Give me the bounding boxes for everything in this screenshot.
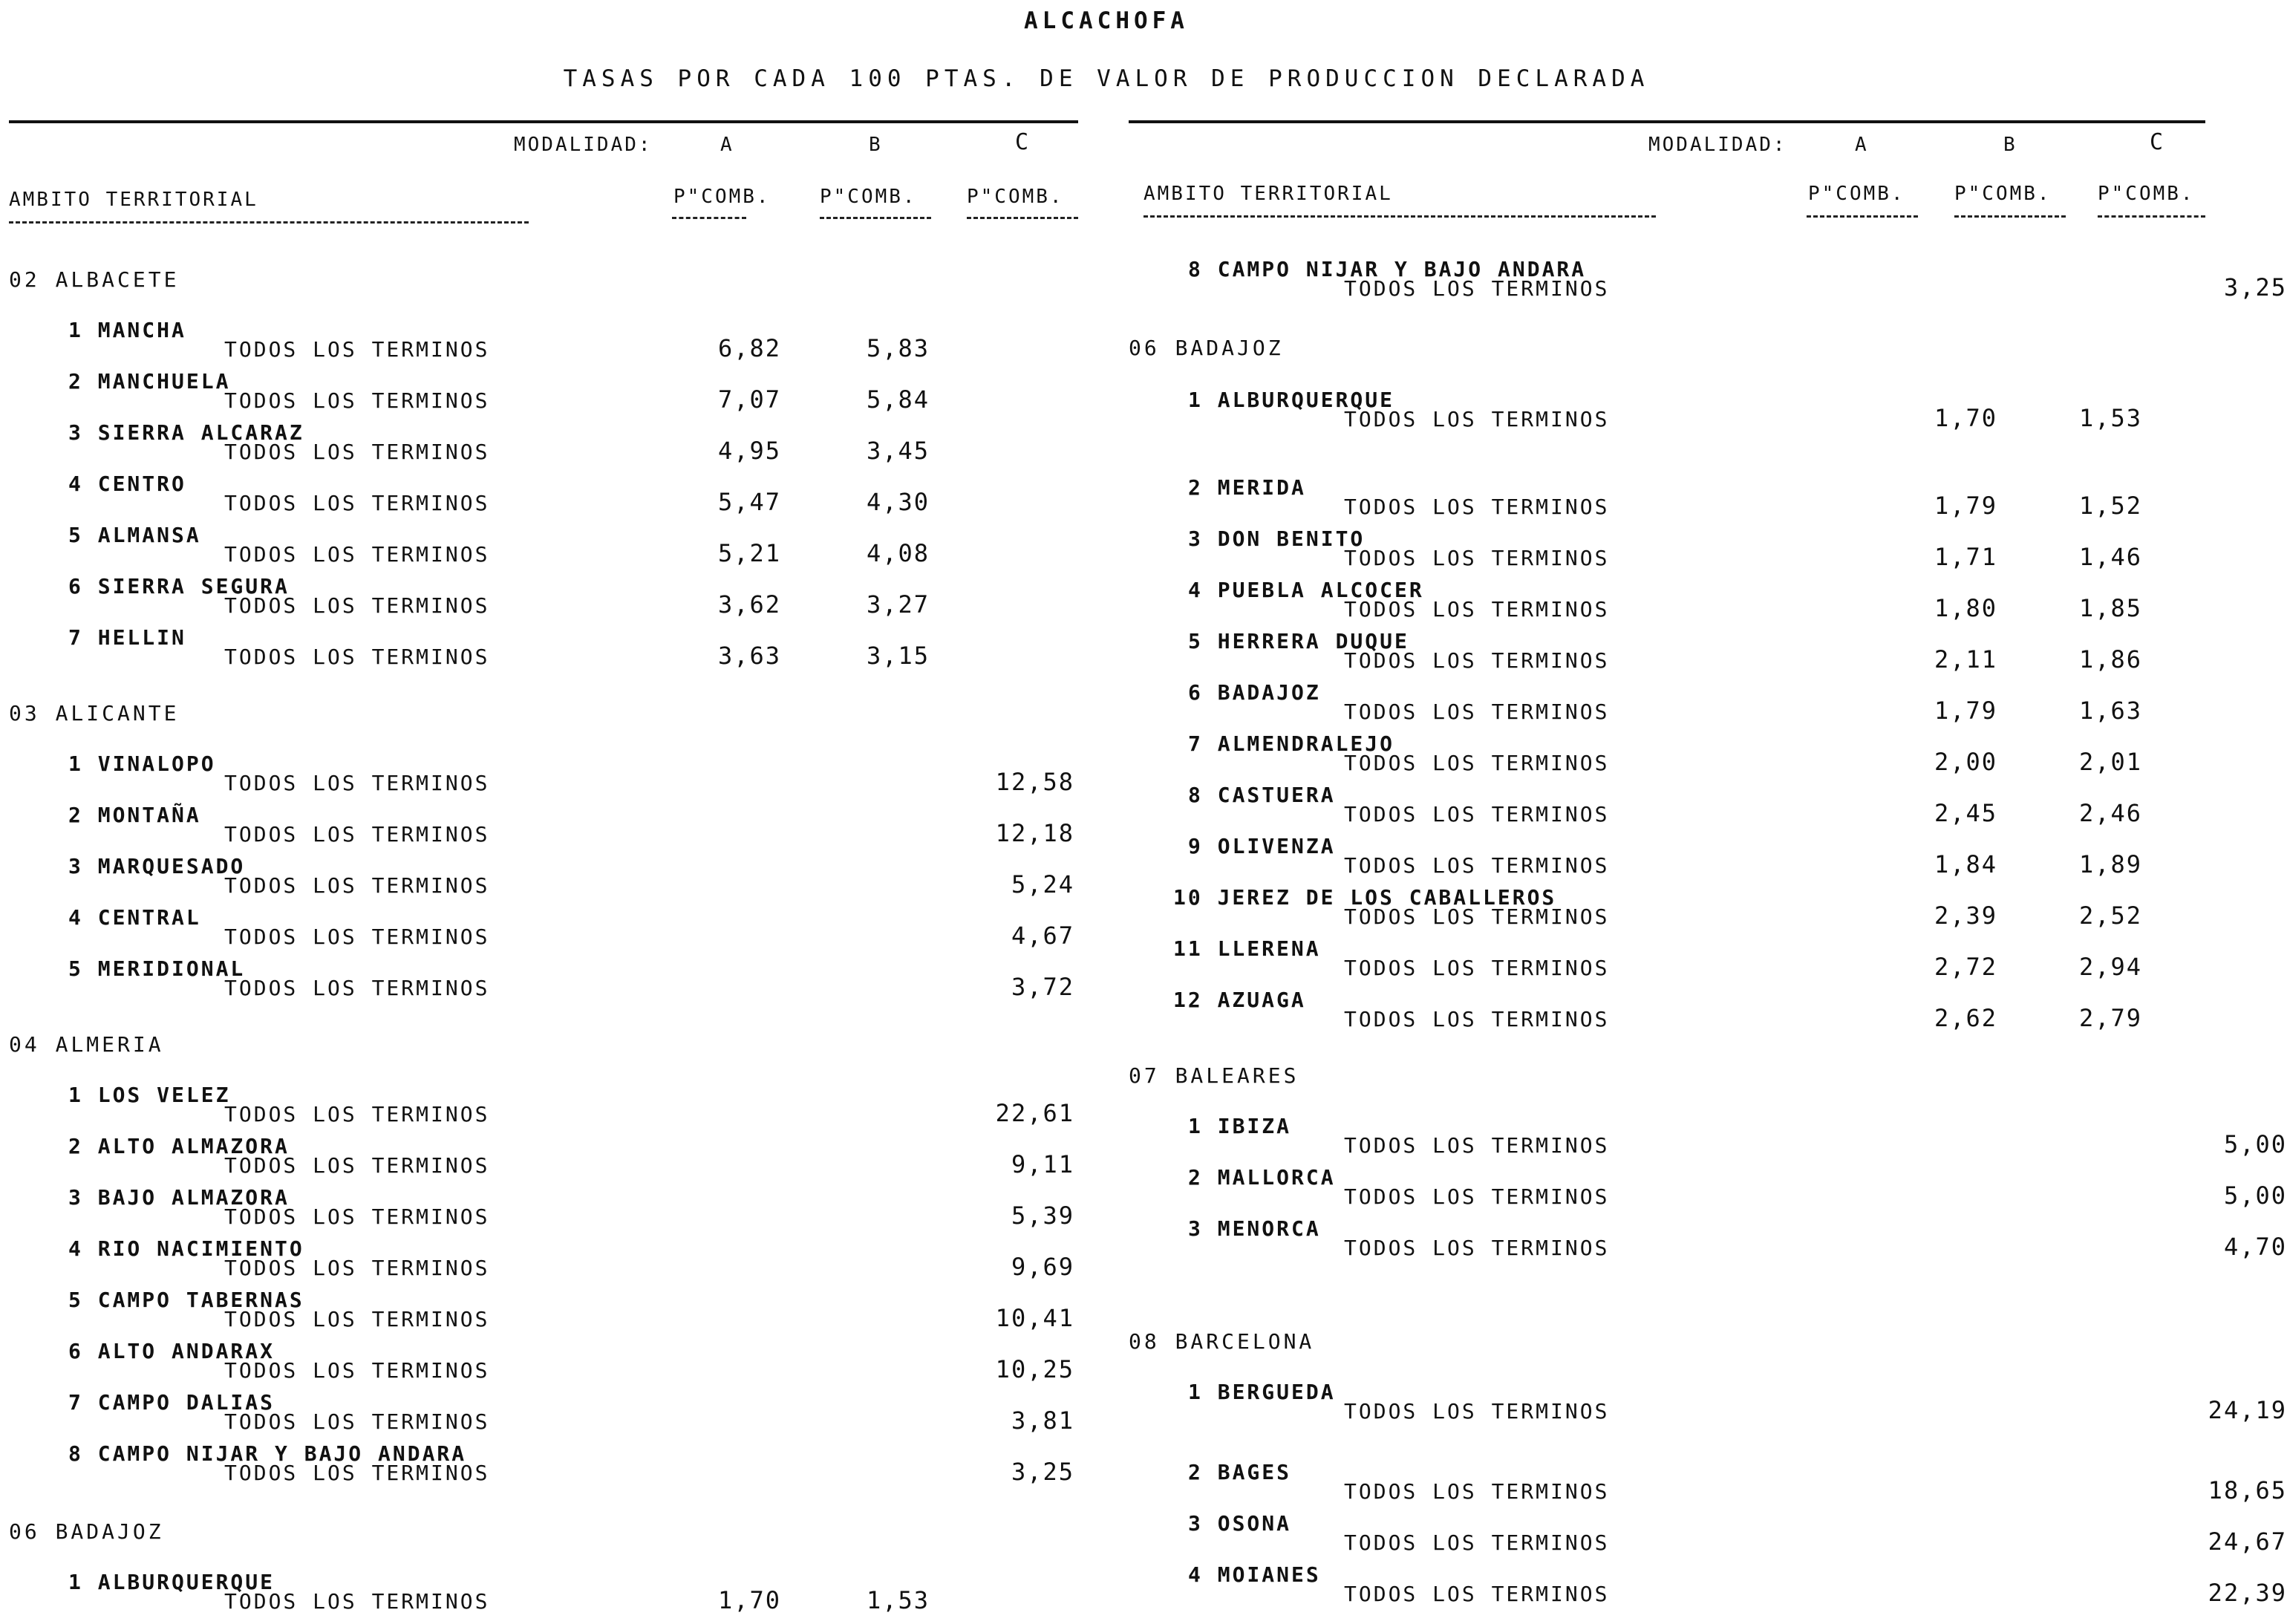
- ambito-header: AMBITO TERRITORIAL: [1144, 183, 1393, 205]
- comarca-name: 2 MALLORCA: [1188, 1165, 1336, 1190]
- table-row: [9, 956, 1078, 1001]
- province-heading: 08 BARCELONA: [1129, 1329, 1315, 1354]
- value-a: 2,62: [1934, 1004, 1997, 1032]
- value-b: 2,79: [2078, 1004, 2142, 1032]
- todos-label: TODOS LOS TERMINOS: [224, 1409, 490, 1434]
- value-a: 2,72: [1934, 953, 1997, 981]
- comarca-name: 3 BAJO ALMAZORA: [68, 1185, 290, 1210]
- table-row: [1129, 1114, 2287, 1158]
- pcomb-b-header: P"COMB.: [1954, 183, 2052, 205]
- pcomb-a-underline: [1807, 215, 1918, 218]
- top-rule: [9, 120, 1078, 123]
- left-column: [9, 111, 1078, 1619]
- comarca-name: 5 ALMANSA: [68, 523, 201, 547]
- value-b: 1,85: [2078, 594, 2142, 622]
- todos-label: TODOS LOS TERMINOS: [224, 337, 490, 362]
- comarca-name: 4 PUEBLA ALCOCER: [1188, 578, 1424, 602]
- table-row: [1129, 680, 2205, 725]
- table-row: [9, 1236, 1078, 1281]
- value-b: 4,08: [866, 539, 930, 567]
- comarca-name: 11 LLERENA: [1173, 936, 1321, 961]
- ambito-header: AMBITO TERRITORIAL: [9, 189, 258, 211]
- comarca-name: 3 MARQUESADO: [68, 854, 246, 878]
- column-a-header: A: [720, 134, 734, 156]
- comarca-name: 6 SIERRA SEGURA: [68, 574, 290, 599]
- table-row: [1129, 885, 2205, 930]
- value-c: 4,70: [2223, 1233, 2287, 1261]
- table-row: [9, 1288, 1078, 1332]
- pcomb-b-underline: [1954, 215, 2066, 218]
- comarca-name: 1 VINALOPO: [68, 751, 216, 776]
- value-b: 2,52: [2078, 901, 2142, 930]
- value-c: 4,67: [1011, 922, 1074, 950]
- value-c: 9,69: [1011, 1253, 1074, 1281]
- pcomb-a-header: P"COMB.: [1808, 183, 1905, 205]
- value-a: 2,45: [1934, 799, 1997, 827]
- comarca-name: 7 CAMPO DALIAS: [68, 1390, 275, 1415]
- todos-label: TODOS LOS TERMINOS: [224, 1461, 490, 1485]
- todos-label: TODOS LOS TERMINOS: [224, 440, 490, 464]
- value-a: 4,95: [717, 437, 781, 465]
- value-a: 6,82: [717, 334, 781, 362]
- table-row: [9, 625, 1078, 670]
- todos-label: TODOS LOS TERMINOS: [224, 1204, 490, 1229]
- todos-label: TODOS LOS TERMINOS: [224, 1358, 490, 1383]
- value-c: 18,65: [2208, 1476, 2287, 1504]
- comarca-name: 4 CENTRO: [68, 472, 186, 496]
- comarca-name: 7 ALMENDRALEJO: [1188, 731, 1395, 756]
- comarca-name: 3 MENORCA: [1188, 1216, 1321, 1241]
- table-row: [1129, 578, 2205, 622]
- todos-label: TODOS LOS TERMINOS: [224, 924, 490, 949]
- pcomb-c-header: P"COMB.: [967, 186, 1064, 208]
- value-a: 5,21: [717, 539, 781, 567]
- value-b: 2,94: [2078, 953, 2142, 981]
- comarca-name: 5 MERIDIONAL: [68, 956, 246, 981]
- document-title: ALCACHOFA: [1024, 7, 1189, 34]
- todos-label: TODOS LOS TERMINOS: [224, 388, 490, 413]
- value-a: 1,70: [1934, 404, 1997, 432]
- top-rule: [1129, 120, 2205, 123]
- table-row: [1129, 731, 2205, 776]
- table-row: [9, 1390, 1078, 1435]
- todos-label: TODOS LOS TERMINOS: [1344, 1184, 1610, 1209]
- todos-label: TODOS LOS TERMINOS: [1344, 956, 1610, 980]
- ambito-underline: [9, 221, 529, 224]
- comarca-name: 1 BERGUEDA: [1188, 1380, 1336, 1404]
- value-b: 1,89: [2078, 850, 2142, 878]
- comarca-name: 12 AZUAGA: [1173, 988, 1306, 1012]
- todos-label: TODOS LOS TERMINOS: [224, 771, 490, 795]
- todos-label: TODOS LOS TERMINOS: [1344, 1236, 1610, 1260]
- todos-label: TODOS LOS TERMINOS: [224, 1102, 490, 1126]
- table-row: [9, 523, 1078, 567]
- todos-label: TODOS LOS TERMINOS: [224, 1256, 490, 1280]
- todos-label: TODOS LOS TERMINOS: [1344, 648, 1610, 673]
- modalidad-label: MODALIDAD:: [1648, 134, 1787, 156]
- province-heading: 03 ALICANTE: [9, 701, 180, 725]
- value-c: 10,41: [995, 1304, 1074, 1332]
- table-row: [1129, 475, 2205, 520]
- value-c: 22,61: [995, 1099, 1074, 1127]
- todos-label: TODOS LOS TERMINOS: [224, 1589, 490, 1614]
- comarca-name: 3 SIERRA ALCARAZ: [68, 420, 304, 445]
- pcomb-b-underline: [820, 217, 931, 219]
- pcomb-b-header: P"COMB.: [820, 186, 917, 208]
- todos-label: TODOS LOS TERMINOS: [224, 645, 490, 669]
- province-heading: 06 BADAJOZ: [1129, 336, 1284, 360]
- todos-label: TODOS LOS TERMINOS: [224, 1153, 490, 1178]
- ambito-underline: [1144, 215, 1656, 218]
- value-c: 12,58: [995, 768, 1074, 796]
- comarca-name: 1 MANCHA: [68, 318, 186, 342]
- todos-label: TODOS LOS TERMINOS: [224, 1307, 490, 1331]
- table-row: [1129, 834, 2205, 878]
- todos-label: TODOS LOS TERMINOS: [1344, 802, 1610, 826]
- table-row: [9, 854, 1078, 899]
- value-b: 1,53: [866, 1586, 930, 1614]
- todos-label: TODOS LOS TERMINOS: [1344, 853, 1610, 878]
- column-a-header: A: [1855, 134, 1869, 156]
- column-b-header: B: [2003, 134, 2017, 156]
- value-a: 2,11: [1934, 645, 1997, 674]
- value-b: 3,27: [866, 590, 930, 619]
- value-a: 7,07: [717, 385, 781, 414]
- table-row: [1129, 1216, 2287, 1261]
- value-a: 1,79: [1934, 697, 1997, 725]
- todos-label: TODOS LOS TERMINOS: [1344, 276, 1610, 301]
- table-row: [9, 803, 1078, 847]
- pcomb-c-header: P"COMB.: [2098, 183, 2195, 205]
- todos-label: TODOS LOS TERMINOS: [1344, 407, 1610, 431]
- comarca-name: 2 MANCHUELA: [68, 369, 231, 394]
- table-row: [9, 905, 1078, 950]
- value-a: 1,79: [1934, 492, 1997, 520]
- comarca-name: 4 MOIANES: [1188, 1562, 1321, 1587]
- comarca-name: 4 CENTRAL: [68, 905, 201, 930]
- pcomb-c-underline: [967, 217, 1078, 219]
- right-column: [1129, 111, 2287, 1619]
- todos-label: TODOS LOS TERMINOS: [224, 593, 490, 618]
- pcomb-a-header: P"COMB.: [673, 186, 771, 208]
- todos-label: TODOS LOS TERMINOS: [1344, 1007, 1610, 1031]
- table-row: [9, 574, 1078, 619]
- table-row: [9, 751, 1078, 796]
- document-subtitle: TASAS POR CADA 100 PTAS. DE VALOR DE PRODUCCION DECLARADA: [563, 65, 1650, 92]
- table-row: [9, 318, 1078, 362]
- value-c: 5,00: [2223, 1181, 2287, 1210]
- pcomb-c-underline: [2098, 215, 2205, 218]
- pcomb-a-underline: [672, 217, 746, 219]
- todos-label: TODOS LOS TERMINOS: [224, 822, 490, 847]
- value-b: 1,46: [2078, 543, 2142, 571]
- comarca-name: 6 BADAJOZ: [1188, 680, 1321, 705]
- comarca-name: 10 JEREZ DE LOS CABALLEROS: [1173, 885, 1557, 910]
- province-heading: 06 BADAJOZ: [9, 1519, 164, 1544]
- todos-label: TODOS LOS TERMINOS: [1344, 495, 1610, 519]
- comarca-name: 7 HELLIN: [68, 625, 186, 650]
- table-row: [1129, 988, 2205, 1032]
- value-a: 1,84: [1934, 850, 1997, 878]
- table-row: [1129, 257, 2287, 301]
- todos-label: TODOS LOS TERMINOS: [1344, 1133, 1610, 1158]
- value-b: 4,30: [866, 488, 930, 516]
- value-b: 3,15: [866, 642, 930, 670]
- value-a: 3,62: [717, 590, 781, 619]
- table-row: [9, 1185, 1078, 1230]
- todos-label: TODOS LOS TERMINOS: [1344, 700, 1610, 724]
- comarca-name: 6 ALTO ANDARAX: [68, 1339, 275, 1363]
- value-a: 1,80: [1934, 594, 1997, 622]
- value-c: 12,18: [995, 819, 1074, 847]
- table-row: [9, 472, 1078, 516]
- todos-label: TODOS LOS TERMINOS: [1344, 904, 1610, 929]
- value-b: 1,86: [2078, 645, 2142, 674]
- value-b: 1,63: [2078, 697, 2142, 725]
- todos-label: TODOS LOS TERMINOS: [1344, 597, 1610, 622]
- value-a: 1,71: [1934, 543, 1997, 571]
- value-c: 10,25: [995, 1355, 1074, 1383]
- value-c: 5,00: [2223, 1130, 2287, 1158]
- value-b: 2,01: [2078, 748, 2142, 776]
- value-b: 2,46: [2078, 799, 2142, 827]
- value-c: 3,81: [1011, 1406, 1074, 1435]
- comarca-name: 3 DON BENITO: [1188, 526, 1366, 551]
- comarca-name: 8 CASTUERA: [1188, 783, 1336, 807]
- province-heading: 04 ALMERIA: [9, 1032, 164, 1057]
- comarca-name: 1 ALBURQUERQUE: [68, 1570, 275, 1594]
- todos-label: TODOS LOS TERMINOS: [224, 873, 490, 898]
- table-row: [1129, 936, 2205, 981]
- comarca-name: 1 ALBURQUERQUE: [1188, 388, 1395, 412]
- comarca-name: 2 ALTO ALMAZORA: [68, 1134, 290, 1158]
- todos-label: TODOS LOS TERMINOS: [1344, 1530, 1610, 1555]
- value-c: 22,39: [2208, 1579, 2287, 1607]
- table-row: [9, 1441, 1078, 1486]
- table-row: [9, 420, 1078, 465]
- column-b-header: B: [869, 134, 883, 156]
- value-c: 24,67: [2208, 1527, 2287, 1556]
- column-c-header: C: [2150, 129, 2166, 155]
- table-row: [1129, 1380, 2287, 1424]
- modalidad-label: MODALIDAD:: [514, 134, 653, 156]
- todos-label: TODOS LOS TERMINOS: [1344, 1582, 1610, 1606]
- table-row: [1129, 1511, 2287, 1556]
- table-row: [1129, 1165, 2287, 1210]
- table-row: [9, 369, 1078, 414]
- table-row: [1129, 1562, 2287, 1607]
- value-c: 5,24: [1011, 870, 1074, 899]
- value-c: 3,25: [1011, 1458, 1074, 1486]
- comarca-name: 1 LOS VELEZ: [68, 1083, 231, 1107]
- todos-label: TODOS LOS TERMINOS: [1344, 546, 1610, 570]
- value-c: 9,11: [1011, 1150, 1074, 1178]
- table-row: [9, 1339, 1078, 1383]
- comarca-name: 3 OSONA: [1188, 1511, 1292, 1536]
- value-c: 5,39: [1011, 1201, 1074, 1230]
- comarca-name: 8 CAMPO NIJAR Y BAJO ANDARA: [68, 1441, 467, 1466]
- todos-label: TODOS LOS TERMINOS: [224, 491, 490, 515]
- comarca-name: 4 RIO NACIMIENTO: [68, 1236, 304, 1261]
- table-row: [1129, 629, 2205, 674]
- column-c-header: C: [1015, 129, 1031, 155]
- todos-label: TODOS LOS TERMINOS: [1344, 1399, 1610, 1424]
- table-row: [1129, 783, 2205, 827]
- value-a: 5,47: [717, 488, 781, 516]
- table-row: [9, 1083, 1078, 1127]
- todos-label: TODOS LOS TERMINOS: [224, 542, 490, 567]
- value-c: 3,25: [2223, 273, 2287, 301]
- value-a: 1,70: [717, 1586, 781, 1614]
- comarca-name: 2 MERIDA: [1188, 475, 1306, 500]
- value-c: 3,72: [1011, 973, 1074, 1001]
- table-row: [1129, 388, 2205, 432]
- comarca-name: 2 BAGES: [1188, 1460, 1292, 1484]
- todos-label: TODOS LOS TERMINOS: [1344, 1479, 1610, 1504]
- comarca-name: 9 OLIVENZA: [1188, 834, 1336, 858]
- value-b: 3,45: [866, 437, 930, 465]
- value-b: 1,53: [2078, 404, 2142, 432]
- table-row: [9, 1570, 1078, 1614]
- comarca-name: 5 CAMPO TABERNAS: [68, 1288, 304, 1312]
- value-b: 1,52: [2078, 492, 2142, 520]
- value-a: 3,63: [717, 642, 781, 670]
- province-heading: 07 BALEARES: [1129, 1063, 1299, 1088]
- province-heading: 02 ALBACETE: [9, 267, 180, 292]
- todos-label: TODOS LOS TERMINOS: [1344, 751, 1610, 775]
- value-c: 24,19: [2208, 1396, 2287, 1424]
- value-a: 2,00: [1934, 748, 1997, 776]
- comarca-name: 8 CAMPO NIJAR Y BAJO ANDARA: [1188, 257, 1587, 281]
- value-b: 5,84: [866, 385, 930, 414]
- comarca-name: 5 HERRERA DUQUE: [1188, 629, 1409, 653]
- comarca-name: 2 MONTAÑA: [68, 803, 201, 827]
- value-b: 5,83: [866, 334, 930, 362]
- table-row: [1129, 526, 2205, 571]
- table-row: [9, 1134, 1078, 1178]
- todos-label: TODOS LOS TERMINOS: [224, 976, 490, 1000]
- comarca-name: 1 IBIZA: [1188, 1114, 1292, 1138]
- value-a: 2,39: [1934, 901, 1997, 930]
- table-row: [1129, 1460, 2287, 1504]
